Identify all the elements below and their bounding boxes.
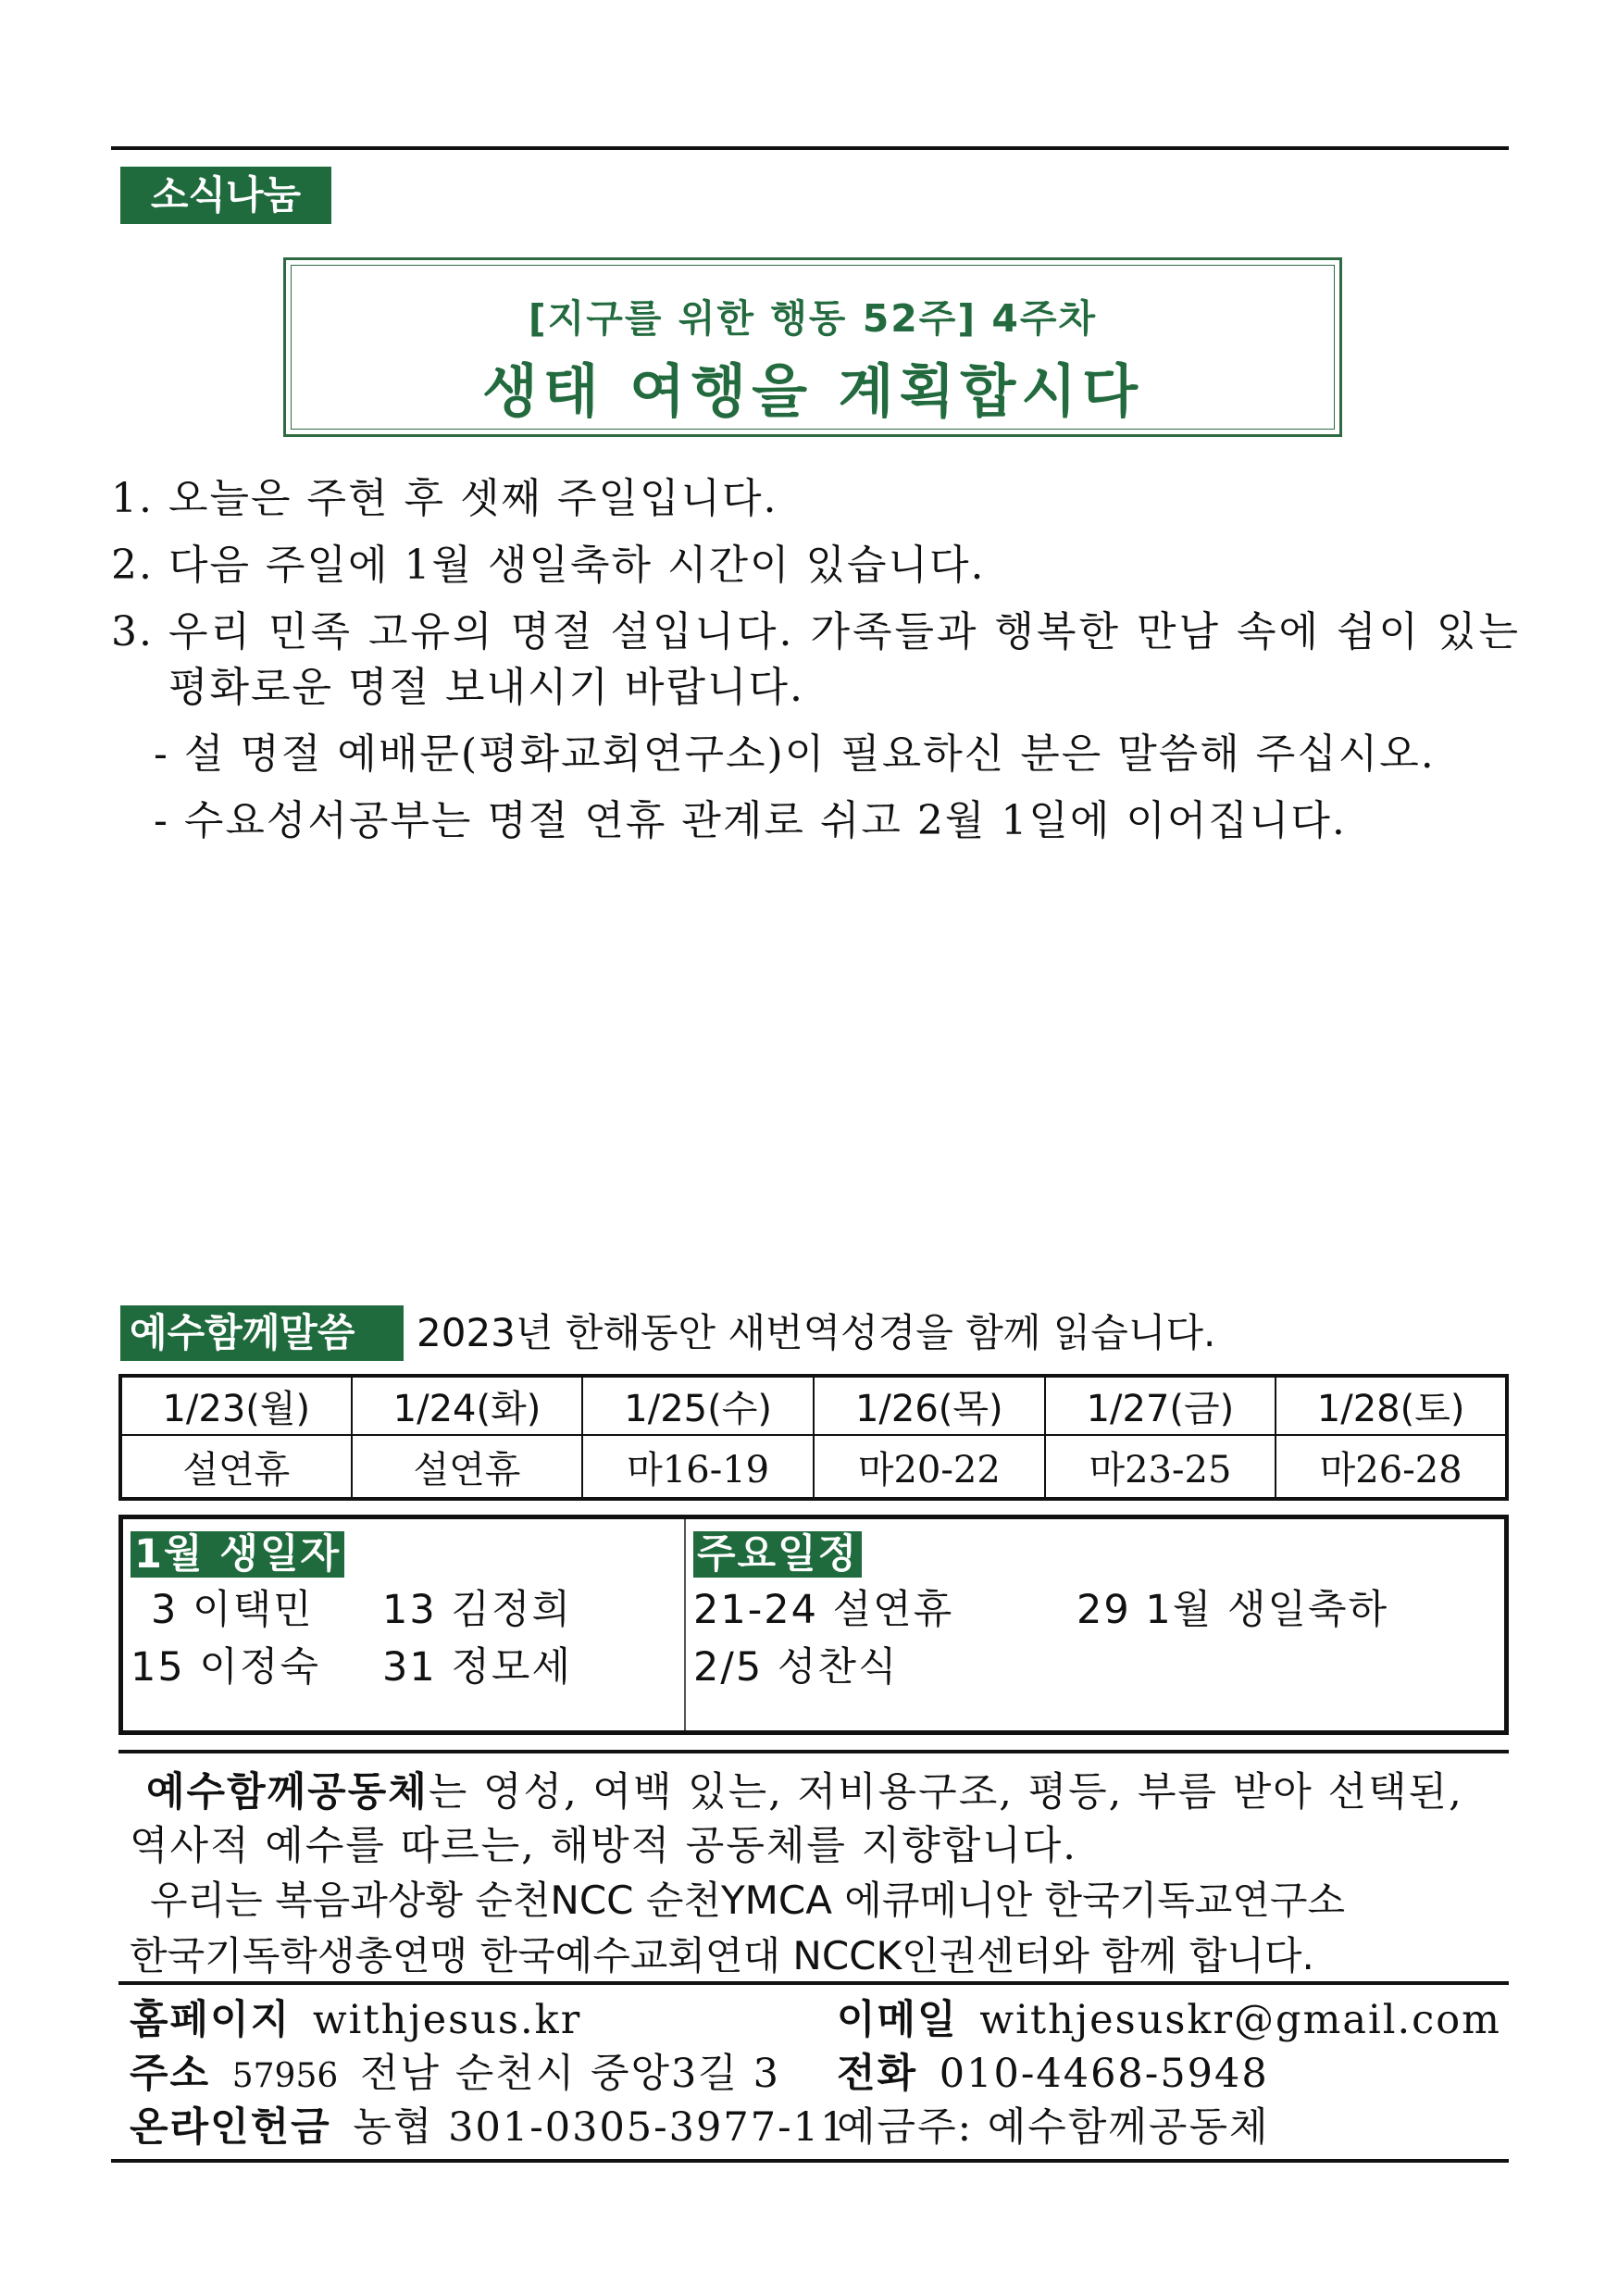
birthday-entry: 31 정모세 bbox=[382, 1644, 572, 1691]
schedule-tag-label: 주요일정 bbox=[693, 1531, 862, 1578]
phone-label: 전화 bbox=[837, 2051, 918, 2097]
news-item-text: 우리 민족 고유의 명절 설입니다. 가족들과 행복한 만남 속에 쉼이 있는 bbox=[168, 608, 1521, 655]
birthday-entry: 13 김정희 bbox=[382, 1587, 572, 1633]
address-label: 주소 bbox=[130, 2051, 211, 2097]
contact-top-rule bbox=[118, 1981, 1509, 1985]
schedule-entry: 2/5 성찬식 bbox=[693, 1644, 899, 1691]
community-line-3: 우리는 복음과상황 순천NCC 순천YMCA 에큐메니안 한국기독교연구소 bbox=[150, 1878, 1346, 1923]
news-section-tag: 소식나눔 bbox=[120, 167, 331, 224]
news-subitem-2: - 수요성서공부는 명절 연휴 관계로 쉬고 2월 1일에 이어집니다. bbox=[154, 797, 1347, 844]
news-item-text: 다음 주일에 1월 생일축하 시간이 있습니다. bbox=[168, 542, 986, 589]
community-top-rule bbox=[118, 1750, 1509, 1753]
reading-passage-cell: 마23-25 bbox=[1045, 1435, 1276, 1499]
reading-date-cell: 1/24(화) bbox=[352, 1376, 583, 1435]
banner-subtitle: [지구를 위한 행동 52주] 4주차 bbox=[528, 296, 1098, 341]
community-line-1-text: 는 영성, 여백 있는, 저비용구조, 평등, 부름 받아 선택된, bbox=[428, 1769, 1463, 1816]
birthday-tag bbox=[131, 1523, 344, 1579]
phone-number: 010-4468-5948 bbox=[939, 2051, 1269, 2097]
reading-date-cell: 1/27(금) bbox=[1045, 1376, 1276, 1435]
reading-date-cell: 1/26(목) bbox=[814, 1376, 1045, 1435]
news-item-number: 2. bbox=[111, 542, 154, 589]
schedule-entry: 21-24 설연휴 bbox=[693, 1587, 954, 1633]
news-item-3-continuation: 평화로운 명절 보내시기 바랍니다. bbox=[168, 664, 804, 711]
top-rule bbox=[111, 146, 1509, 150]
email-link[interactable]: withjesuskr@gmail.com bbox=[979, 1997, 1501, 2043]
reading-passage-cell: 설연휴 bbox=[352, 1435, 583, 1499]
news-item-text: 오늘은 주현 후 셋째 주일입니다. bbox=[168, 475, 778, 522]
community-line-1 bbox=[146, 1761, 1463, 1817]
address-row bbox=[130, 2042, 780, 2099]
reading-date-cell: 1/28(토) bbox=[1276, 1376, 1507, 1435]
reading-note: 2023년 한해동안 새번역성경을 함께 읽습니다. bbox=[417, 1310, 1216, 1355]
news-item-3 bbox=[111, 598, 1521, 657]
info-divider bbox=[684, 1519, 686, 1730]
news-item-number: 3. bbox=[111, 608, 154, 655]
email-row bbox=[837, 1989, 1501, 2045]
community-name: 예수함께공동체 bbox=[146, 1769, 429, 1816]
reading-passages-row bbox=[120, 1435, 1507, 1499]
birthday-entry: 15 이정숙 bbox=[131, 1644, 320, 1691]
offering-row bbox=[130, 2096, 847, 2152]
homepage-label: 홈페이지 bbox=[130, 1997, 292, 2043]
reading-date-cell: 1/25(수) bbox=[582, 1376, 814, 1435]
offering-account: 농협 301-0305-3977-11 bbox=[353, 2104, 848, 2151]
reading-section-tag: 예수함께말씀 bbox=[120, 1305, 404, 1361]
birthday-entry: 3 이택민 bbox=[151, 1587, 314, 1633]
birthday-schedule-box bbox=[118, 1515, 1509, 1735]
news-item-1 bbox=[111, 465, 1513, 524]
phone-row bbox=[837, 2042, 1269, 2099]
homepage-row bbox=[130, 1989, 581, 2045]
schedule-entry: 29 1월 생일축하 bbox=[1077, 1587, 1389, 1633]
reading-passage-cell: 마20-22 bbox=[814, 1435, 1045, 1499]
title-banner bbox=[283, 257, 1342, 437]
address-postcode: 57956 bbox=[231, 2057, 339, 2095]
offering-label: 온라인헌금 bbox=[130, 2104, 331, 2151]
homepage-link[interactable]: withjesus.kr bbox=[312, 1997, 582, 2043]
reading-passage-cell: 마16-19 bbox=[582, 1435, 814, 1499]
schedule-tag bbox=[693, 1523, 862, 1579]
birthday-tag-label: 1월 생일자 bbox=[131, 1531, 344, 1578]
reading-date-cell: 1/23(월) bbox=[120, 1376, 352, 1435]
news-item-number: 1. bbox=[111, 475, 154, 522]
community-line-2: 역사적 예수를 따르는, 해방적 공동체를 지향합니다. bbox=[130, 1823, 1077, 1869]
reading-dates-row bbox=[120, 1376, 1507, 1435]
banner-title: 생태 여행을 계획합시다 bbox=[481, 357, 1144, 425]
news-subitem-1: - 설 명절 예배문(평화교회연구소)이 필요하신 분은 말씀해 주십시오. bbox=[154, 730, 1436, 778]
community-line-4: 한국기독학생총연맹 한국예수교회연대 NCCK인권센터와 함께 합니다. bbox=[130, 1933, 1314, 1978]
reading-passage-cell: 설연휴 bbox=[120, 1435, 352, 1499]
reading-passage-cell: 마26-28 bbox=[1276, 1435, 1507, 1499]
offering-holder: 예금주: 예수함께공동체 bbox=[837, 2104, 1270, 2151]
email-label: 이메일 bbox=[837, 1997, 958, 2043]
bottom-rule bbox=[111, 2159, 1509, 2163]
news-item-2 bbox=[111, 531, 1513, 591]
reading-table bbox=[118, 1374, 1509, 1501]
address-text: 전남 순천시 중앙3길 3 bbox=[359, 2051, 780, 2097]
